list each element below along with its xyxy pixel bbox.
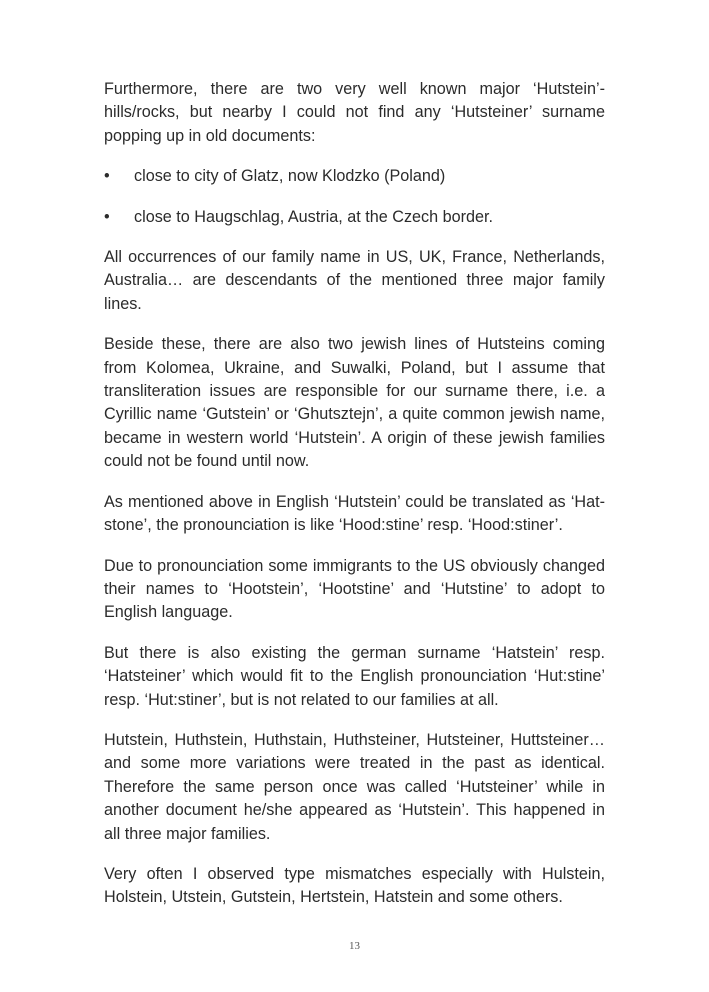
page-body [104, 78, 605, 927]
list-item-text: close to Haugschlag, Austria, at the Czech border. [134, 207, 494, 226]
bullet-icon: • [104, 207, 110, 226]
bullet-icon: • [104, 167, 110, 186]
paragraph: Due to pronounciation some immigrants to the US obviously changed their names to ‘Hootstein’, ‘Hootstine’ and ‘Hutstine’ to adopt to English language. [104, 556, 605, 622]
list-item [104, 165, 605, 188]
page-number: 13 [349, 940, 360, 952]
paragraph: Hutstein, Huthstein, Huthstain, Huthsteiner, Hutsteiner, Huttsteiner… and some more variations were treated in the past as identical. Therefore the same person once was called ‘Hutsteiner’ while in another document he/she appeared as ‘Hutstein’. This happened in all three major families. [104, 730, 605, 843]
paragraph: All occurrences of our family name in US, UK, France, Netherlands, Australia… are descendants of the mentioned three major family lines. [104, 248, 605, 313]
bullet-list [104, 165, 605, 229]
list-item-text: close to city of Glatz, now Klodzko (Poland) [134, 167, 446, 186]
paragraph: Beside these, there are also two jewish lines of Hutsteins coming from Kolomea, Ukraine, and Suwalki, Poland, but I assume that transliteration issues are responsible for our surname there, i.e. a Cyrillic name ‘Gutstein’ or ‘Ghutsztejn’, a quite common jewish name, became in western world ‘Hutstein’. A origin of these jewish families could not be found until now. [104, 335, 605, 471]
intro-paragraph: Furthermore, there are two very well known major ‘Hutstein’-hills/rocks, but nearby I could not find any ‘Hutsteiner’ surname popping up in old documents: [104, 80, 605, 145]
list-item [104, 206, 605, 229]
paragraph: As mentioned above in English ‘Hutstein’ could be translated as ‘Hat-stone’, the pronounciation is like ‘Hood:stine’ resp. ‘Hood:stiner’. [104, 492, 605, 535]
paragraph: Very often I observed type mismatches especially with Hulstein, Holstein, Utstein, Gutstein, Hertstein, Hatstein and some others. [104, 864, 605, 907]
paragraph: But there is also existing the german surname ‘Hatstein’ resp. ‘Hatsteiner’ which would fit to the English pronounciation ‘Hut:stine’ resp. ‘Hut:stiner’, but is not related to our families at all. [104, 643, 605, 709]
